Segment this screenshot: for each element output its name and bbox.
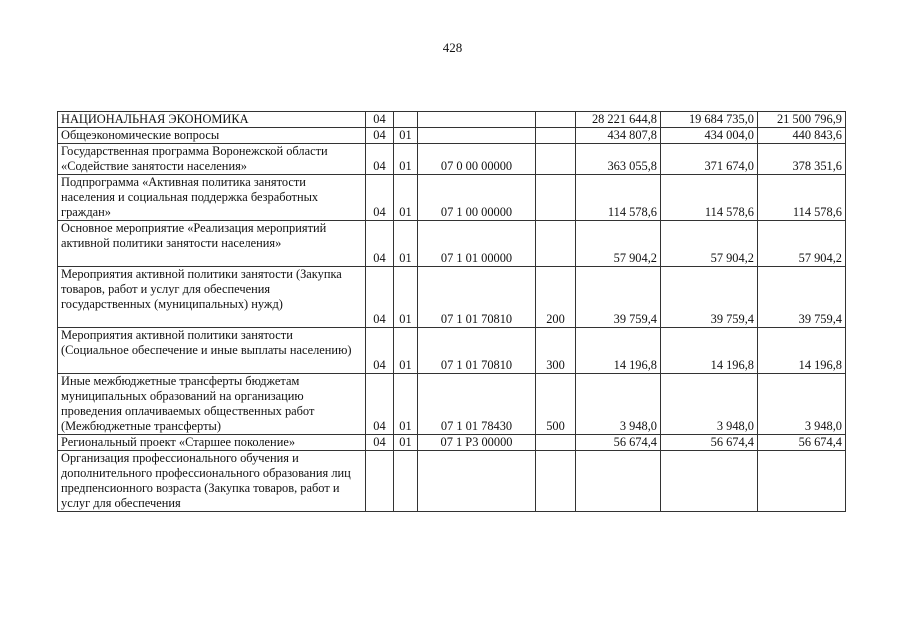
table-row <box>58 435 846 451</box>
row-amount-3: 57 904,2 <box>758 221 846 267</box>
row-expense-type <box>536 128 576 144</box>
row-section: 04 <box>366 175 394 221</box>
row-subsection: 01 <box>394 435 418 451</box>
row-target-article: 07 1 00 00000 <box>418 175 536 221</box>
row-amount-1: 14 196,8 <box>576 328 661 374</box>
row-amount-2: 19 684 735,0 <box>661 112 758 128</box>
row-target-article: 07 1 01 78430 <box>418 374 536 435</box>
row-section: 04 <box>366 267 394 328</box>
table-row <box>58 328 846 374</box>
row-section: 04 <box>366 328 394 374</box>
row-name: Мероприятия активной политики занятости (Закупка товаров, работ и услуг для обеспечения государственных (муниципальных) нужд) <box>58 267 366 328</box>
row-amount-2: 56 674,4 <box>661 435 758 451</box>
row-amount-1: 56 674,4 <box>576 435 661 451</box>
row-amount-2: 14 196,8 <box>661 328 758 374</box>
row-target-article: 07 1 01 70810 <box>418 267 536 328</box>
row-name: Подпрограмма «Активная политика занятости населения и социальная поддержка безработных граждан» <box>58 175 366 221</box>
row-amount-1: 3 948,0 <box>576 374 661 435</box>
row-amount-3: 440 843,6 <box>758 128 846 144</box>
row-expense-type: 300 <box>536 328 576 374</box>
row-expense-type <box>536 221 576 267</box>
row-amount-3: 378 351,6 <box>758 144 846 175</box>
row-subsection: 01 <box>394 128 418 144</box>
row-subsection: 01 <box>394 221 418 267</box>
row-amount-3 <box>758 451 846 512</box>
table-row <box>58 221 846 267</box>
row-name: Общеэкономические вопросы <box>58 128 366 144</box>
row-amount-1: 114 578,6 <box>576 175 661 221</box>
row-amount-1: 57 904,2 <box>576 221 661 267</box>
row-amount-3: 3 948,0 <box>758 374 846 435</box>
row-section: 04 <box>366 374 394 435</box>
row-name: Основное мероприятие «Реализация мероприятий активной политики занятости населения» <box>58 221 366 267</box>
row-expense-type <box>536 112 576 128</box>
row-expense-type <box>536 435 576 451</box>
table-row <box>58 128 846 144</box>
table-row <box>58 451 846 512</box>
budget-table <box>57 111 846 512</box>
row-expense-type: 500 <box>536 374 576 435</box>
row-subsection: 01 <box>394 328 418 374</box>
row-section: 04 <box>366 128 394 144</box>
row-target-article: 07 1 P3 00000 <box>418 435 536 451</box>
table-row <box>58 267 846 328</box>
row-amount-3: 39 759,4 <box>758 267 846 328</box>
table-row <box>58 175 846 221</box>
row-expense-type <box>536 144 576 175</box>
row-amount-3: 21 500 796,9 <box>758 112 846 128</box>
row-name: Региональный проект «Старшее поколение» <box>58 435 366 451</box>
row-target-article <box>418 112 536 128</box>
row-target-article: 07 1 01 70810 <box>418 328 536 374</box>
row-amount-2: 434 004,0 <box>661 128 758 144</box>
row-target-article <box>418 451 536 512</box>
row-subsection: 01 <box>394 144 418 175</box>
row-amount-1: 39 759,4 <box>576 267 661 328</box>
row-name: Организация профессионального обучения и дополнительного профессионального образования лиц предпенсионного возраста (Закупка товаров, работ и услуг для обеспечения <box>58 451 366 512</box>
row-amount-1 <box>576 451 661 512</box>
row-amount-1: 434 807,8 <box>576 128 661 144</box>
row-amount-2: 57 904,2 <box>661 221 758 267</box>
row-amount-3: 14 196,8 <box>758 328 846 374</box>
table-row <box>58 144 846 175</box>
table-row <box>58 374 846 435</box>
row-subsection <box>394 112 418 128</box>
row-amount-1: 28 221 644,8 <box>576 112 661 128</box>
row-section <box>366 451 394 512</box>
page-number: 428 <box>442 40 463 55</box>
row-subsection: 01 <box>394 175 418 221</box>
row-name: НАЦИОНАЛЬНАЯ ЭКОНОМИКА <box>58 112 366 128</box>
row-subsection: 01 <box>394 267 418 328</box>
row-amount-2 <box>661 451 758 512</box>
row-target-article: 07 0 00 00000 <box>418 144 536 175</box>
row-name: Государственная программа Воронежской области «Содействие занятости населения» <box>58 144 366 175</box>
row-name: Мероприятия активной политики занятости (Социальное обеспечение и иные выплаты населению) <box>58 328 366 374</box>
row-section: 04 <box>366 144 394 175</box>
row-target-article <box>418 128 536 144</box>
row-amount-2: 371 674,0 <box>661 144 758 175</box>
row-expense-type <box>536 175 576 221</box>
row-section: 04 <box>366 435 394 451</box>
row-amount-2: 39 759,4 <box>661 267 758 328</box>
row-subsection <box>394 451 418 512</box>
row-name: Иные межбюджетные трансферты бюджетам муниципальных образований на организацию проведения оплачиваемых общественных работ (Межбюджетные трансферты) <box>58 374 366 435</box>
row-amount-1: 363 055,8 <box>576 144 661 175</box>
row-amount-3: 114 578,6 <box>758 175 846 221</box>
row-amount-3: 56 674,4 <box>758 435 846 451</box>
row-expense-type <box>536 451 576 512</box>
row-expense-type: 200 <box>536 267 576 328</box>
row-subsection: 01 <box>394 374 418 435</box>
row-amount-2: 114 578,6 <box>661 175 758 221</box>
row-section: 04 <box>366 112 394 128</box>
row-amount-2: 3 948,0 <box>661 374 758 435</box>
row-target-article: 07 1 01 00000 <box>418 221 536 267</box>
table-row <box>58 112 846 128</box>
row-section: 04 <box>366 221 394 267</box>
